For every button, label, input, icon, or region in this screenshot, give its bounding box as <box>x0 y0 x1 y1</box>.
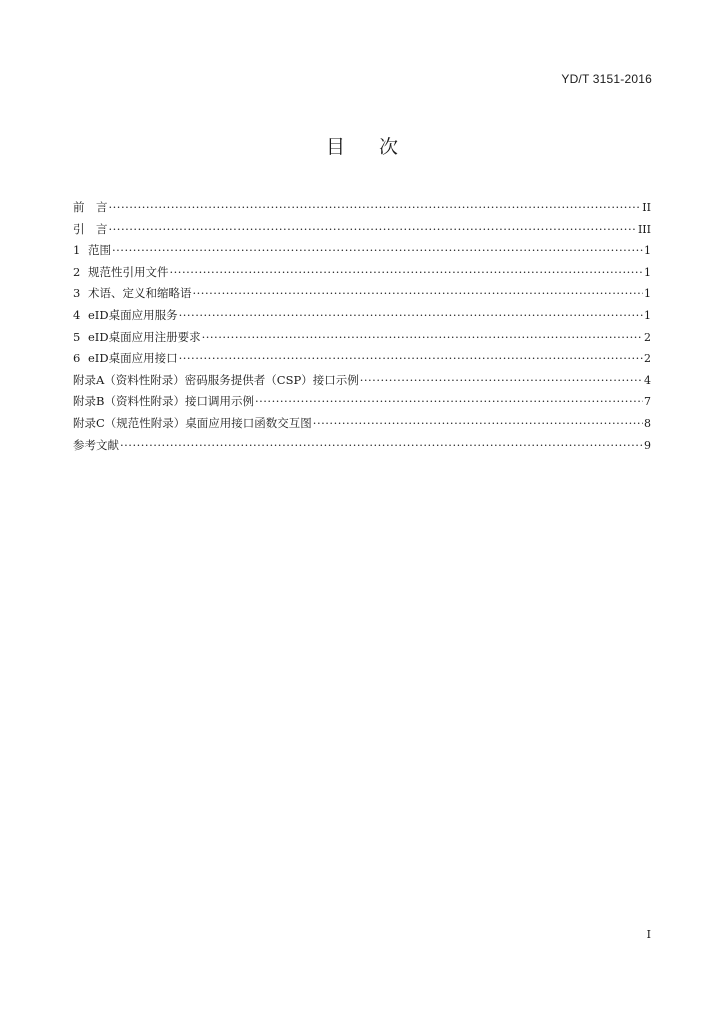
toc-entry-page: II <box>642 201 651 214</box>
toc-entry-page: 2 <box>644 352 651 366</box>
toc-entry-label: 附录A（资料性附录）密码服务提供者（CSP）接口示例 <box>73 372 359 387</box>
title-part-2: 次 <box>379 136 399 158</box>
toc-entry-page: 4 <box>644 373 651 387</box>
toc-entry-page: III <box>637 222 651 236</box>
toc-entry-page: 8 <box>644 416 651 430</box>
toc-entry-number: 1 <box>73 243 81 258</box>
toc-entry-eid-registration[interactable] <box>73 327 651 349</box>
toc-entry-label: eID桌面应用接口 <box>88 351 178 366</box>
toc-entry-number: 4 <box>73 307 81 322</box>
toc-entry-page: 1 <box>644 287 651 301</box>
dot-leader <box>360 370 643 392</box>
table-of-contents <box>73 197 651 456</box>
toc-entry-page: 2 <box>644 330 651 344</box>
toc-entry-appendix-a[interactable] <box>73 370 651 392</box>
toc-entry-label: eID桌面应用注册要求 <box>88 329 201 344</box>
toc-entry-bibliography[interactable] <box>73 435 651 457</box>
toc-entry-label: eID桌面应用服务 <box>88 307 178 322</box>
page-title <box>0 132 724 159</box>
dot-leader <box>109 219 637 241</box>
toc-entry-number: 5 <box>73 329 81 344</box>
toc-entry-page: 9 <box>644 438 651 452</box>
dot-leader <box>202 327 643 349</box>
toc-entry-appendix-b[interactable] <box>73 391 651 413</box>
dot-leader <box>179 348 643 370</box>
toc-entry-foreword[interactable] <box>73 197 651 219</box>
dot-leader <box>179 305 643 327</box>
dot-leader <box>313 413 643 435</box>
toc-entry-label: 范围 <box>88 243 111 258</box>
toc-entry-normative-references[interactable] <box>73 262 651 284</box>
toc-entry-label: 引 言 <box>73 221 108 236</box>
dot-leader <box>112 240 643 262</box>
toc-entry-terms-definitions[interactable] <box>73 283 651 305</box>
toc-entry-appendix-c[interactable] <box>73 413 651 435</box>
toc-entry-label: 术语、定义和缩略语 <box>88 286 192 301</box>
toc-entry-page: 1 <box>644 244 651 258</box>
document-code: YD/T 3151-2016 <box>561 72 652 86</box>
toc-entry-eid-interface[interactable] <box>73 348 651 370</box>
toc-entry-number: 2 <box>73 264 81 279</box>
toc-entry-scope[interactable] <box>73 240 651 262</box>
toc-entry-label: 附录C（规范性附录）桌面应用接口函数交互图 <box>73 415 312 430</box>
page-number: I <box>646 928 651 941</box>
dot-leader <box>109 197 642 219</box>
toc-entry-page: 1 <box>644 308 651 322</box>
toc-entry-introduction[interactable] <box>73 219 651 241</box>
dot-leader <box>120 435 643 457</box>
dot-leader <box>255 391 643 413</box>
toc-entry-label: 前 言 <box>73 200 108 214</box>
toc-entry-number: 6 <box>73 351 81 366</box>
toc-entry-number: 3 <box>73 286 81 301</box>
toc-entry-label: 附录B（资料性附录）接口调用示例 <box>73 394 254 409</box>
title-part-1: 目 <box>325 136 345 158</box>
toc-entry-page: 7 <box>644 395 651 409</box>
dot-leader <box>193 283 644 305</box>
toc-entry-eid-desktop-service[interactable] <box>73 305 651 327</box>
toc-entry-page: 1 <box>644 265 651 279</box>
toc-entry-label: 规范性引用文件 <box>88 264 169 279</box>
dot-leader <box>170 262 644 284</box>
toc-entry-label: 参考文献 <box>73 437 119 452</box>
